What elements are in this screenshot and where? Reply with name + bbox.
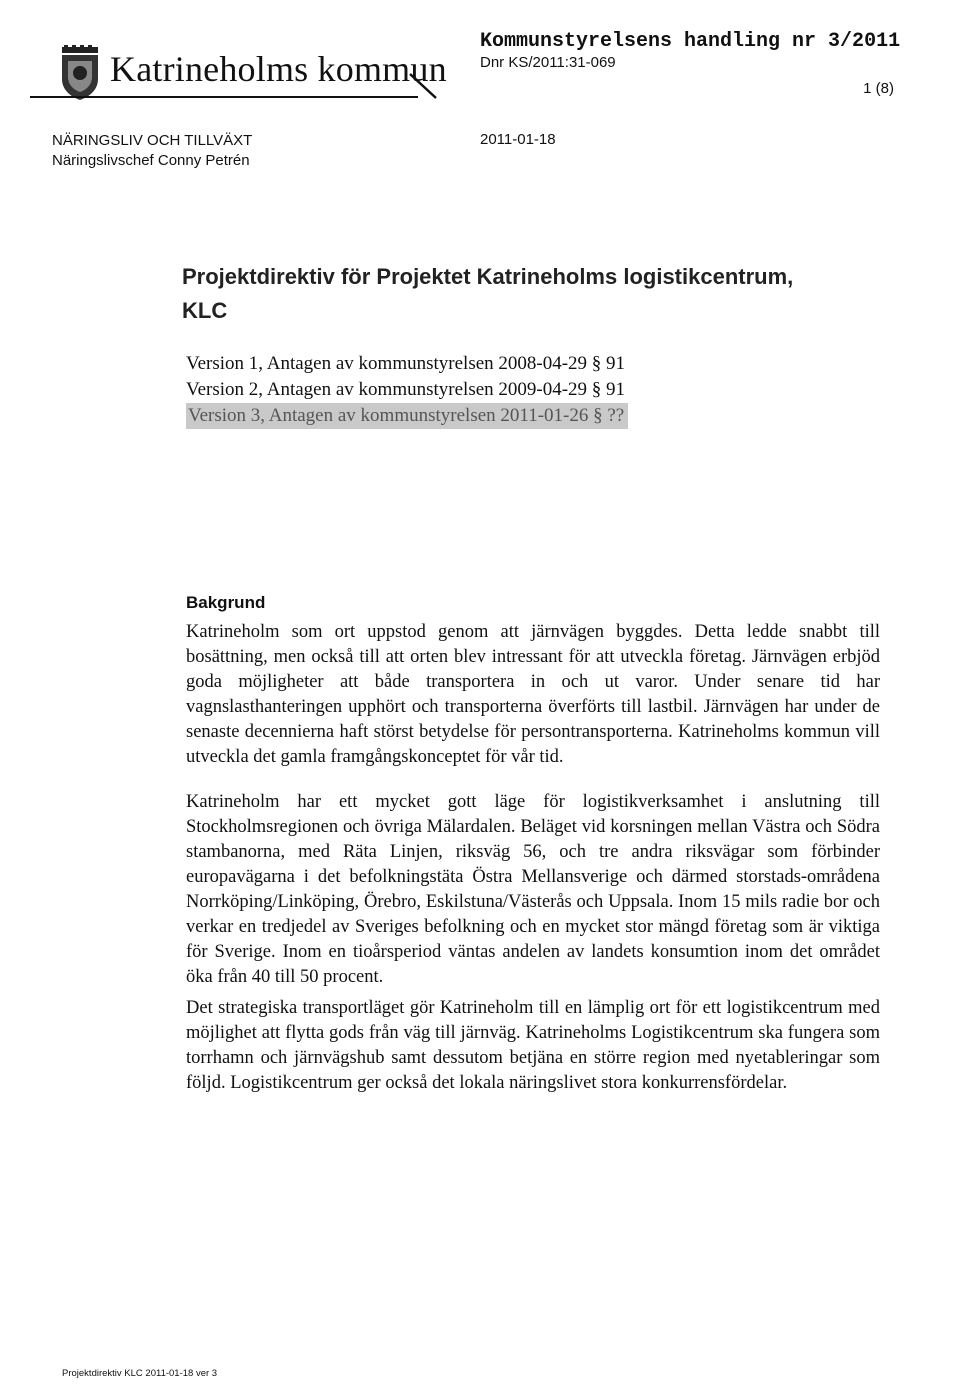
department-block — [52, 131, 252, 171]
version-item: Version 2, Antagen av kommunstyrelsen 2009-04-29 § 91 — [186, 379, 626, 400]
document-title: Projektdirektiv för Projektet Katrineholms logistikcentrum, KLC — [182, 264, 794, 323]
paragraph: Katrineholm som ort uppstod genom att järnvägen byggdes. Detta ledde snabbt till bosättning, men också till att orten blev intressant för att utveckla företag. Järnvägen erbjöd goda möjligheter att både transportera in och ut varor. Under senare tid har vagnslasthanteringen upphört och transporterna överförts till lastbil. Järnvägen har under de senaste decennierna haft störst betydelse för persontransporterna. Katrineholms kommun vill utveckla det gamla framgångskonceptet för vår tid. — [186, 622, 880, 767]
section-heading: Bakgrund — [186, 593, 266, 612]
logo-underline — [30, 96, 418, 98]
handling-number: Kommunstyrelsens handling nr 3/2011 — [480, 30, 901, 53]
version-item-highlighted: Version 3, Antagen av kommunstyrelsen 2011-01-26 § ?? — [186, 403, 628, 429]
municipal-crest-icon — [58, 45, 102, 101]
logo-slash-mark — [406, 70, 440, 102]
department-name: NÄRINGSLIV OCH TILLVÄXT — [52, 132, 253, 149]
paragraph: Katrineholm har ett mycket gott läge för logistikverksamhet i anslutning till Stockholmsregionen och övriga Mälardalen. Beläget vid korsningen mellan Västra och Södra stambanorna, med Räta Linjen, riksväg 56, och tre andra riksvägar som förbinder europavägarna i det befolkningstäta Östra Mellansverige och därmed storstads-områdena Norrköping/Linköping, Örebro, Eskilstuna/Västerås och Uppsala. Inom 15 mils radie bor och verkar en tredjedel av Sveriges befolkning och en mycket stor mängd företag som är viktiga för Sverige. Inom en tioårsperiod väntas andelen av landets konsumtion inom det området öka från 40 till 50 procent. — [186, 792, 880, 987]
version-list — [186, 351, 746, 429]
footer-text: Projektdirektiv KLC 2011-01-18 ver 3 — [62, 1368, 218, 1379]
paragraph: Det strategiska transportläget gör Katrineholm till en lämplig ort för ett logistikcentrum med möjlighet att flytta gods från väg till järnväg. Katrineholms Logistikcentrum ska fungera som torrhamn och järnvägshub samt dessutom betjäna en större region med nyetableringar som följd. Logistikcentrum ger också det lokala näringslivet stora konkurrensfördelar. — [186, 998, 880, 1093]
author-name: Näringslivschef Conny Petrén — [52, 152, 250, 169]
page-number: 1 (8) — [863, 80, 894, 97]
document-date: 2011-01-18 — [480, 131, 556, 148]
version-item: Version 1, Antagen av kommunstyrelsen 2008-04-29 § 91 — [186, 353, 626, 374]
diary-number: Dnr KS/2011:31-069 — [480, 54, 616, 71]
logo-text: Katrineholms kommun — [110, 49, 447, 89]
